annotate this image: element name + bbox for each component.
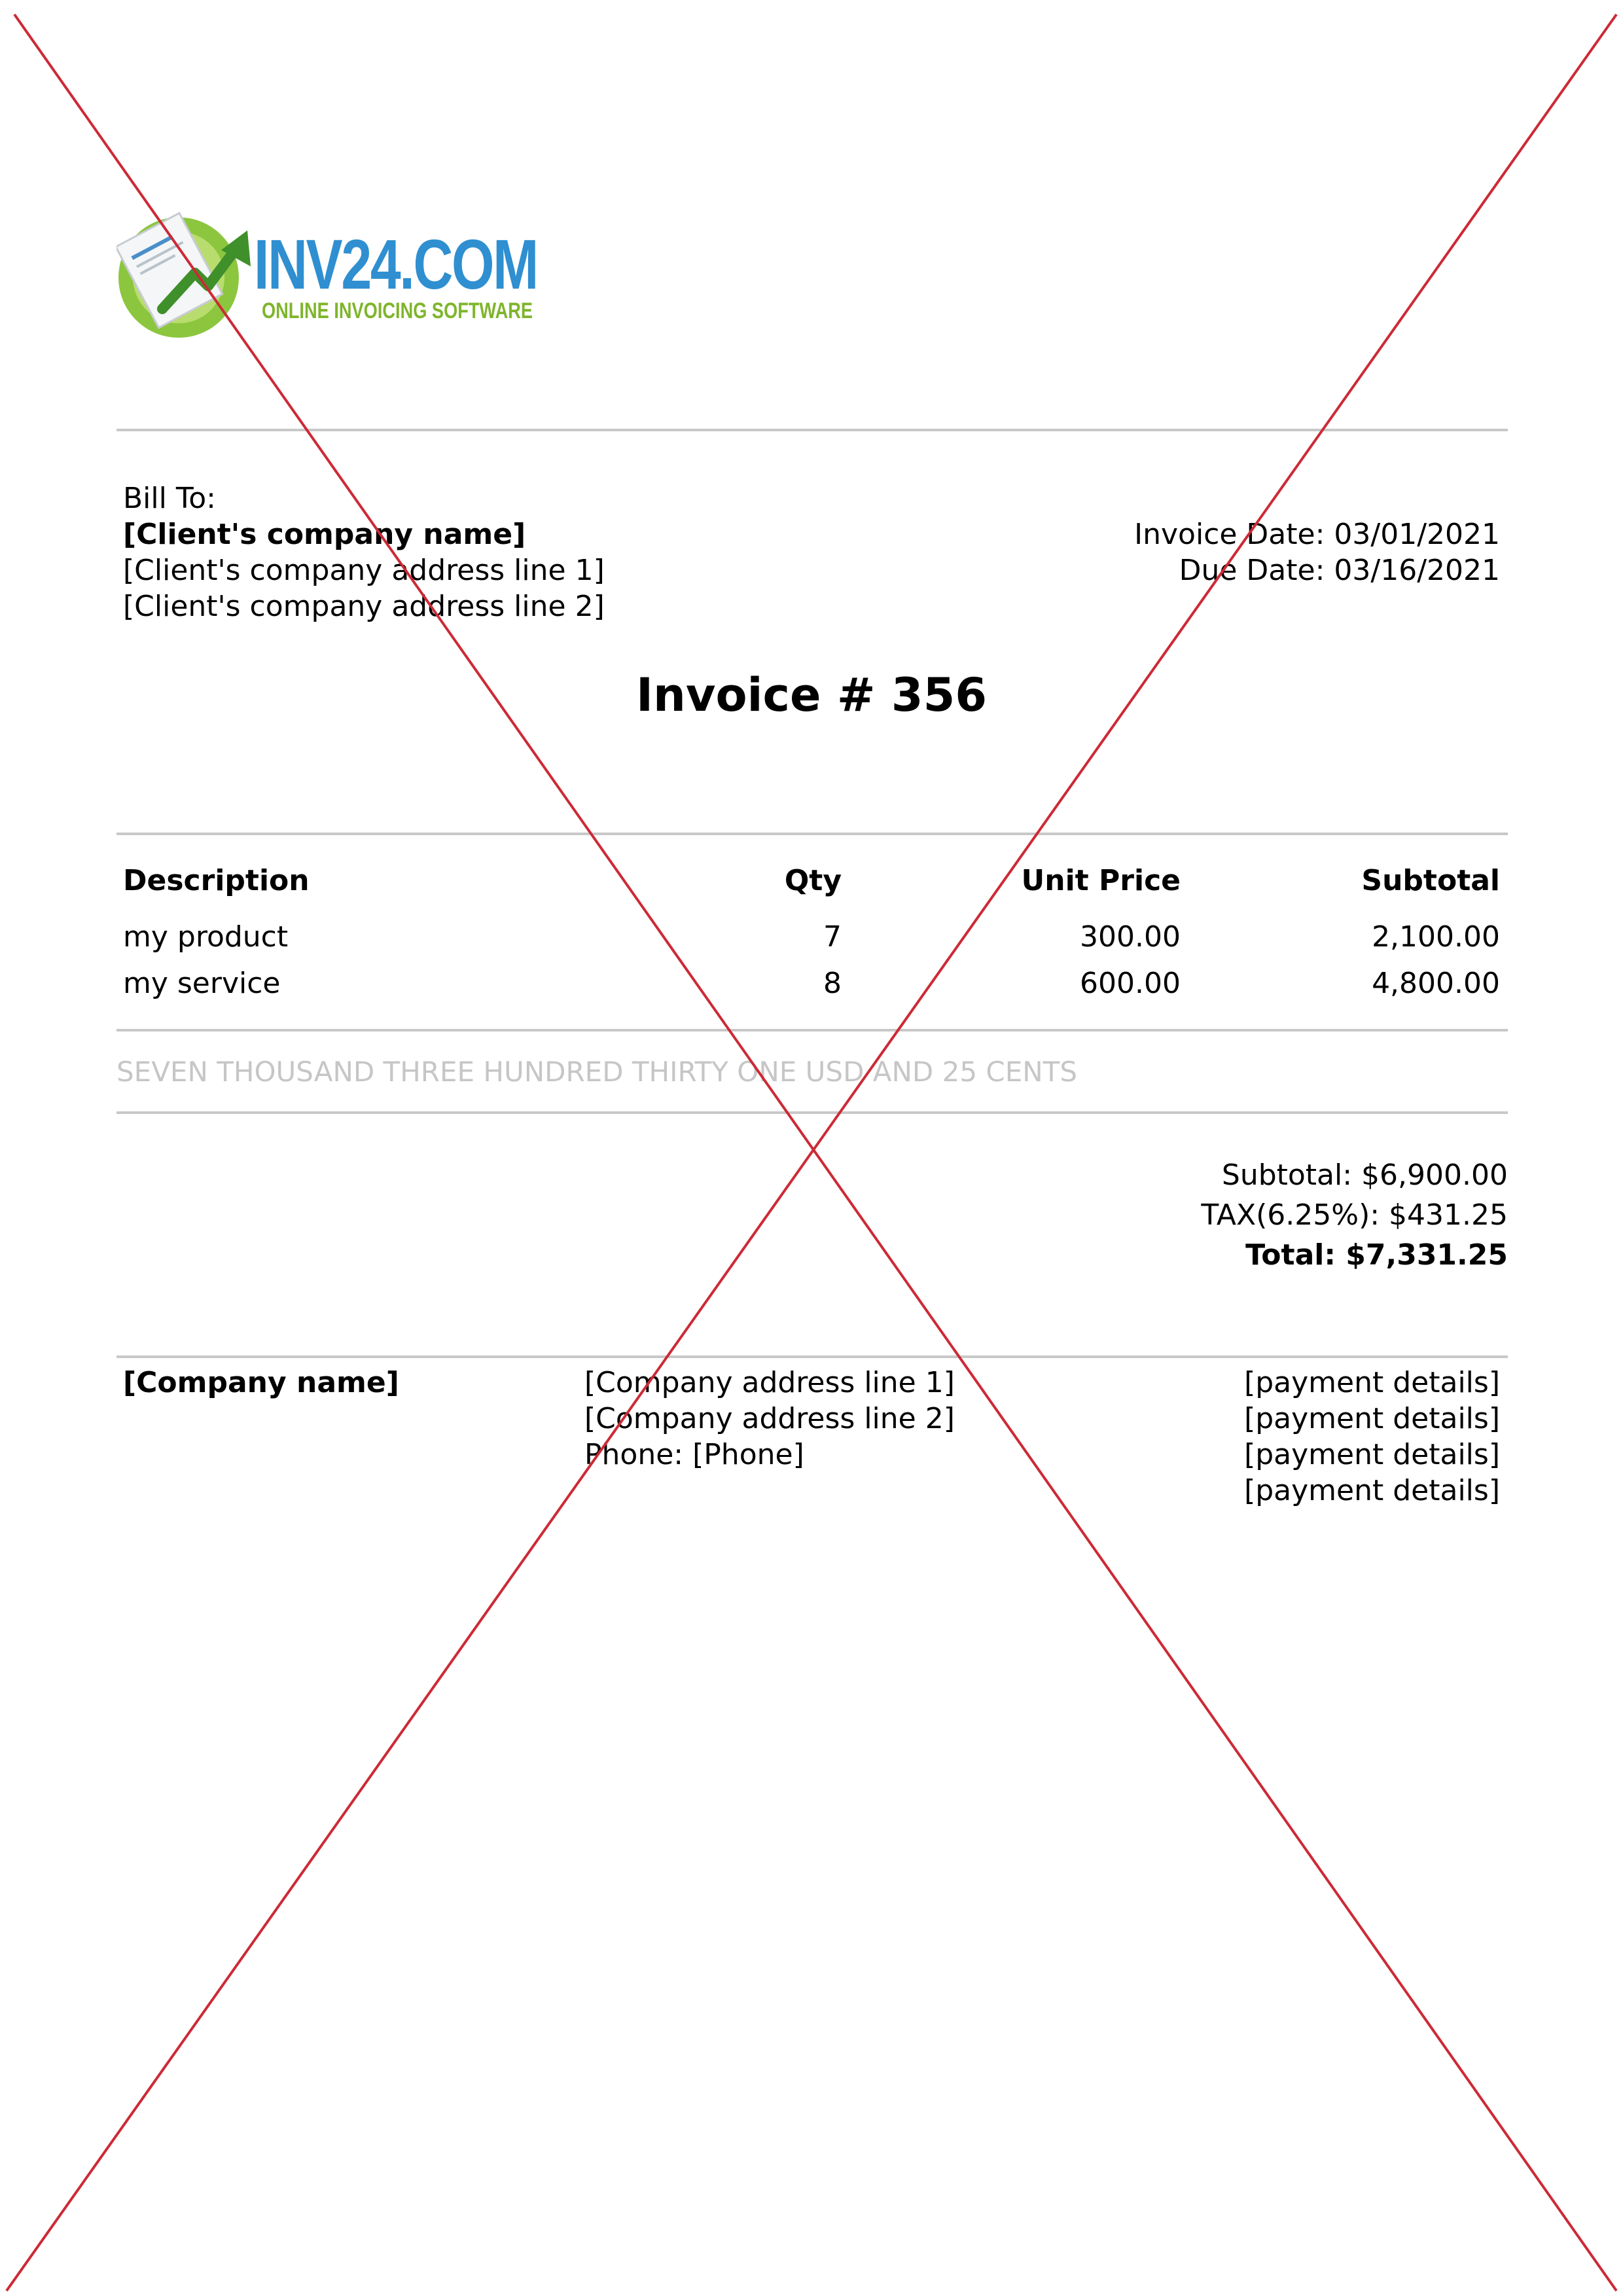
payment-details-3: [payment details] xyxy=(1244,1438,1500,1471)
table-row-2-qty: 8 xyxy=(823,967,842,1000)
payment-details-4: [payment details] xyxy=(1244,1474,1500,1507)
invoice-title: Invoice # 356 xyxy=(635,668,988,722)
footer-address-line-2: [Company address line 2] xyxy=(584,1402,955,1435)
payment-details-1: [payment details] xyxy=(1244,1366,1500,1399)
totals-total: Total: $7,331.25 xyxy=(1245,1238,1508,1272)
amount-in-words: SEVEN THOUSAND THREE HUNDRED THIRTY ONE USD AND 25 CENTS xyxy=(116,1056,1077,1088)
col-header-qty: Qty xyxy=(784,864,842,897)
client-address-line-1: [Client's company address line 1] xyxy=(123,554,605,587)
col-header-unit-price: Unit Price xyxy=(1021,864,1181,897)
payment-details-2: [payment details] xyxy=(1244,1402,1500,1435)
table-row-2-subtotal: 4,800.00 xyxy=(1372,967,1500,1000)
table-row-1-unit-price: 300.00 xyxy=(1080,920,1181,954)
totals-subtotal: Subtotal: $6,900.00 xyxy=(1221,1158,1508,1192)
footer-address-line-1: [Company address line 1] xyxy=(584,1366,955,1399)
bill-to-label: Bill To: xyxy=(123,482,216,515)
table-row-1-qty: 7 xyxy=(823,920,842,954)
totals-tax: TAX(6.25%): $431.25 xyxy=(1201,1198,1508,1232)
table-row-1-description: my product xyxy=(123,920,289,954)
client-address-line-2: [Client's company address line 2] xyxy=(123,590,605,623)
client-company-name: [Client's company name] xyxy=(123,518,526,551)
invoice-date: Invoice Date: 03/01/2021 xyxy=(1134,518,1500,551)
col-header-description: Description xyxy=(123,864,310,897)
footer-company-name: [Company name] xyxy=(123,1366,399,1399)
table-row-2-unit-price: 600.00 xyxy=(1080,967,1181,1000)
table-row-2-description: my service xyxy=(123,967,281,1000)
logo-tagline: ONLINE INVOICING SOFTWARE xyxy=(262,298,533,323)
table-row-1-subtotal: 2,100.00 xyxy=(1372,920,1500,954)
col-header-subtotal: Subtotal xyxy=(1361,864,1500,897)
due-date: Due Date: 03/16/2021 xyxy=(1179,554,1500,587)
logo-wordmark: INV24.COM xyxy=(254,224,538,304)
footer-phone: Phone: [Phone] xyxy=(584,1438,804,1471)
